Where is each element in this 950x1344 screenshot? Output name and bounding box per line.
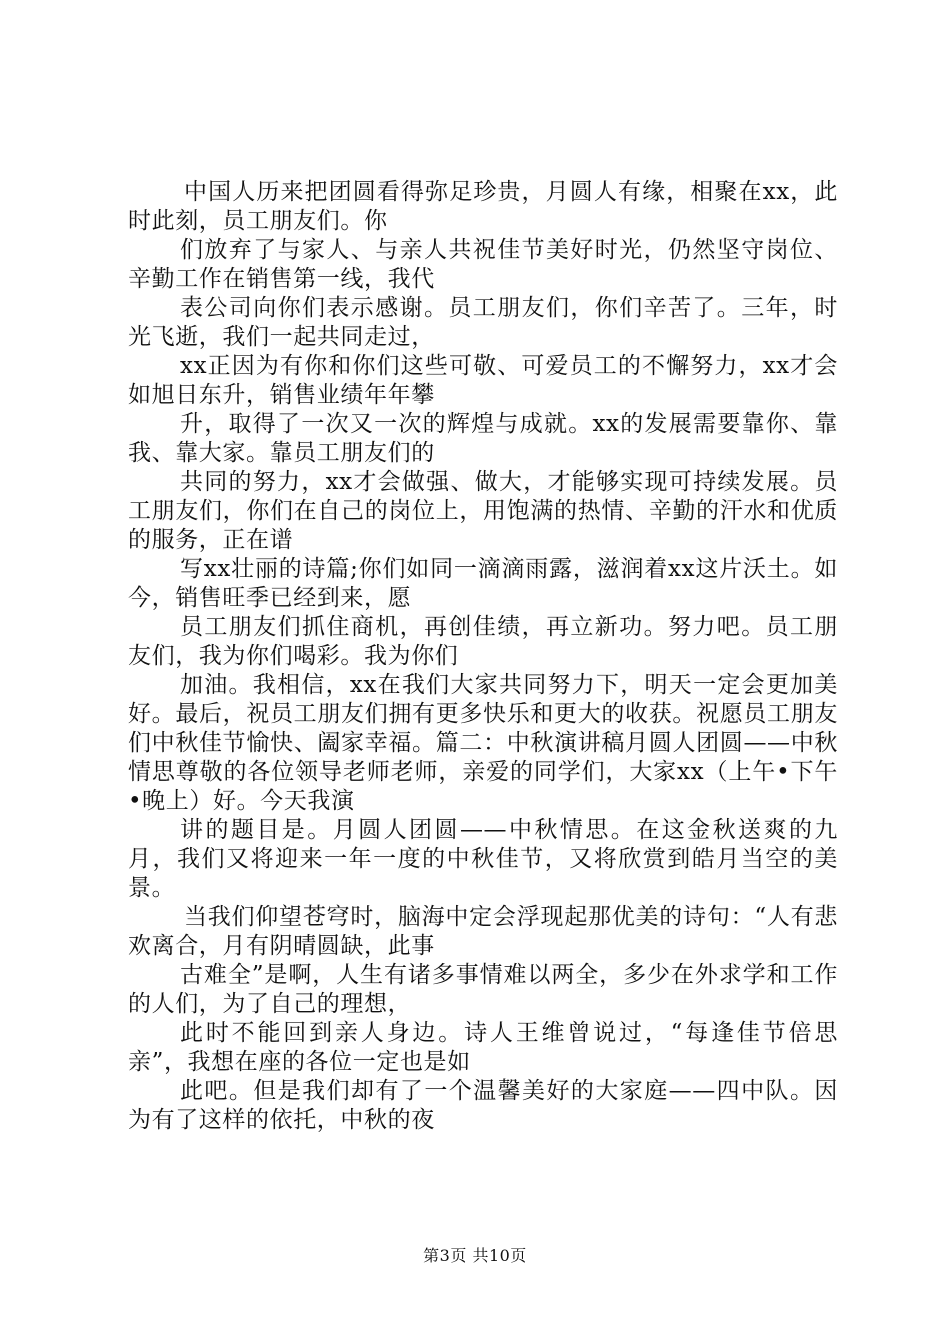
paragraph-7: 写xx壮丽的诗篇;你们如同一滴滴雨露，滋润着xx这片沃土。如今，销售旺季已经到来，愿 xyxy=(128,556,838,611)
paragraph-8: 员工朋友们抓住商机，再创佳绩，再立新功。努力吧。员工朋友们，我为你们喝彩。我为你们 xyxy=(128,614,838,669)
page-footer: 第3页 共10页 xyxy=(423,1246,527,1265)
paragraph-6: 共同的努力，xx才会做强、做大，才能够实现可持续发展。员工朋友们，你们在自己的岗位上，用饱满的热情、辛勤的汗水和优质的服务，正在谱 xyxy=(128,469,838,553)
document-body xyxy=(128,178,838,1135)
paragraph-9: 加油。我相信，xx在我们大家共同努力下，明天一定会更加美好。最后，祝员工朋友们拥有更多快乐和更大的收获。祝愿员工朋友们中秋佳节愉快、阖家幸福。篇二：中秋演讲稿月圆人团圆——中秋情思尊敬的各位领导老师老师，亲爱的同学们，大家xx（上午•下午•晚上）好。今天我演 xyxy=(128,672,838,814)
paragraph-14: 此吧。但是我们却有了一个温馨美好的大家庭——四中队。因为有了这样的依托，中秋的夜 xyxy=(128,1078,838,1133)
paragraph-4: xx正因为有你和你们这些可敬、可爱员工的不懈努力，xx才会如旭日东升，销售业绩年年攀 xyxy=(128,353,838,408)
paragraph-3: 表公司向你们表示感谢。员工朋友们，你们辛苦了。三年，时光飞逝，我们一起共同走过， xyxy=(128,295,838,350)
paragraph-10: 讲的题目是。月圆人团圆——中秋情思。在这金秋送爽的九月，我们又将迎来一年一度的中秋佳节，又将欣赏到皓月当空的美景。 xyxy=(128,817,838,901)
paragraph-2: 们放弃了与家人、与亲人共祝佳节美好时光，仍然坚守岗位、辛勤工作在销售第一线，我代 xyxy=(128,237,838,292)
paragraph-5: 升，取得了一次又一次的辉煌与成就。xx的发展需要靠你、靠我、靠大家。靠员工朋友们的 xyxy=(128,411,838,466)
paragraph-13: 此时不能回到亲人身边。诗人王维曾说过，“每逢佳节倍思亲”，我想在座的各位一定也是如 xyxy=(128,1020,838,1075)
paragraph-11: 当我们仰望苍穹时，脑海中定会浮现起那优美的诗句：“人有悲欢离合，月有阴晴圆缺，此事 xyxy=(128,904,838,959)
paragraph-12: 古难全”是啊，人生有诸多事情难以两全，多少在外求学和工作的人们，为了自己的理想， xyxy=(128,962,838,1017)
paragraph-1: 中国人历来把团圆看得弥足珍贵，月圆人有缘，相聚在xx，此时此刻，员工朋友们。你 xyxy=(128,179,838,234)
